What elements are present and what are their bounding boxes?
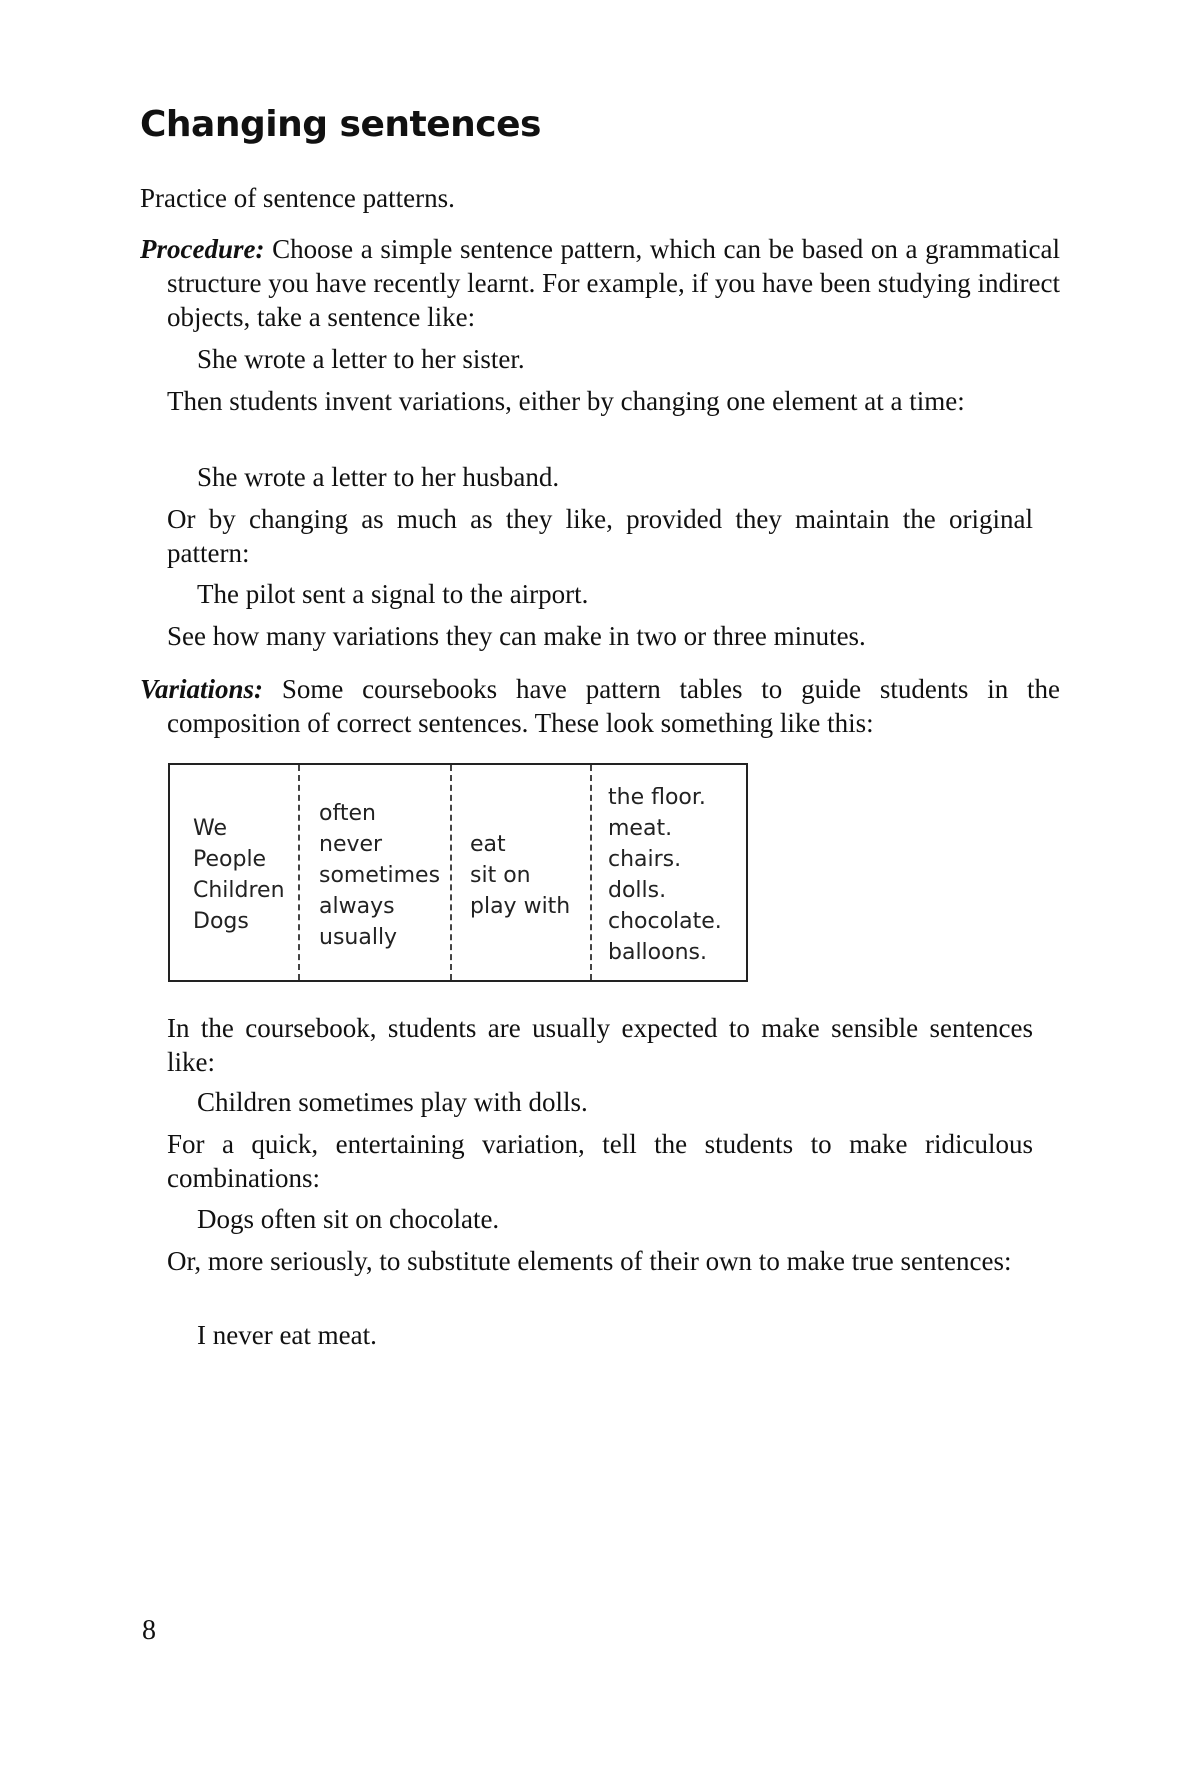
column-divider <box>298 765 300 980</box>
table-cell: chairs. <box>608 847 682 872</box>
table-cell: meat. <box>608 816 673 841</box>
table-cell: usually <box>319 925 398 950</box>
column-divider <box>590 765 592 980</box>
table-cell: the floor. <box>608 785 706 810</box>
true-sentences-paragraph: Or, more seriously, to substitute elements of their own to make true sentences: <box>167 1246 1012 1276</box>
table-cell: balloons. <box>608 940 707 965</box>
then-paragraph: Then students invent variations, either by changing one element at a time: <box>167 386 965 416</box>
table-cell: chocolate. <box>608 909 722 934</box>
coursebook-paragraph: In the coursebook, students are usually expected to make sensible sentences like: <box>167 1013 1033 1077</box>
subject-column <box>193 813 285 937</box>
example-sentence: She wrote a letter to her sister. <box>197 344 525 374</box>
variations-paragraph <box>140 672 1060 740</box>
table-cell: play with <box>470 894 571 919</box>
column-divider <box>450 765 452 980</box>
example-sentence: Dogs often sit on chocolate. <box>197 1204 500 1234</box>
procedure-text: Choose a simple sentence pattern, which can be based on a grammatical structure you have recently learnt. For example, if you have been studying indirect objects, take a sentence like: <box>167 234 1061 332</box>
table-cell: People <box>193 847 267 872</box>
example-sentence: The pilot sent a signal to the airport. <box>197 579 589 609</box>
table-cell: sit on <box>470 863 531 888</box>
table-cell: never <box>319 832 383 857</box>
see-paragraph: See how many variations they can make in two or three minutes. <box>167 621 866 651</box>
variations-label: Variations: <box>140 674 264 704</box>
page-number: 8 <box>142 1615 156 1646</box>
or-paragraph: Or by changing as much as they like, provided they maintain the original pattern: <box>167 504 1033 568</box>
table-cell: dolls. <box>608 878 667 903</box>
verb-column <box>470 829 570 922</box>
procedure-paragraph <box>140 232 1060 334</box>
page-title: Changing sentences <box>140 104 541 145</box>
pattern-table <box>168 763 748 982</box>
variations-text: Some coursebooks have pattern tables to guide students in the composition of correct sentences. These look something like this: <box>167 674 1061 738</box>
procedure-label: Procedure: <box>140 234 265 264</box>
example-sentence: Children sometimes play with dolls. <box>197 1087 588 1117</box>
example-sentence: She wrote a letter to her husband. <box>197 462 560 492</box>
table-cell: Children <box>193 878 285 903</box>
variation-paragraph: For a quick, entertaining variation, tell the students to make ridiculous combinations: <box>167 1129 1033 1193</box>
example-sentence: I never eat meat. <box>197 1320 377 1350</box>
object-column <box>608 782 722 968</box>
table-cell: sometimes <box>319 863 441 888</box>
frequency-column <box>319 798 440 953</box>
table-cell: We <box>193 816 227 841</box>
table-cell: eat <box>470 832 506 857</box>
intro-text: Practice of sentence patterns. <box>140 183 455 213</box>
table-cell: Dogs <box>193 909 249 934</box>
table-cell: always <box>319 894 395 919</box>
table-cell: often <box>319 801 376 826</box>
